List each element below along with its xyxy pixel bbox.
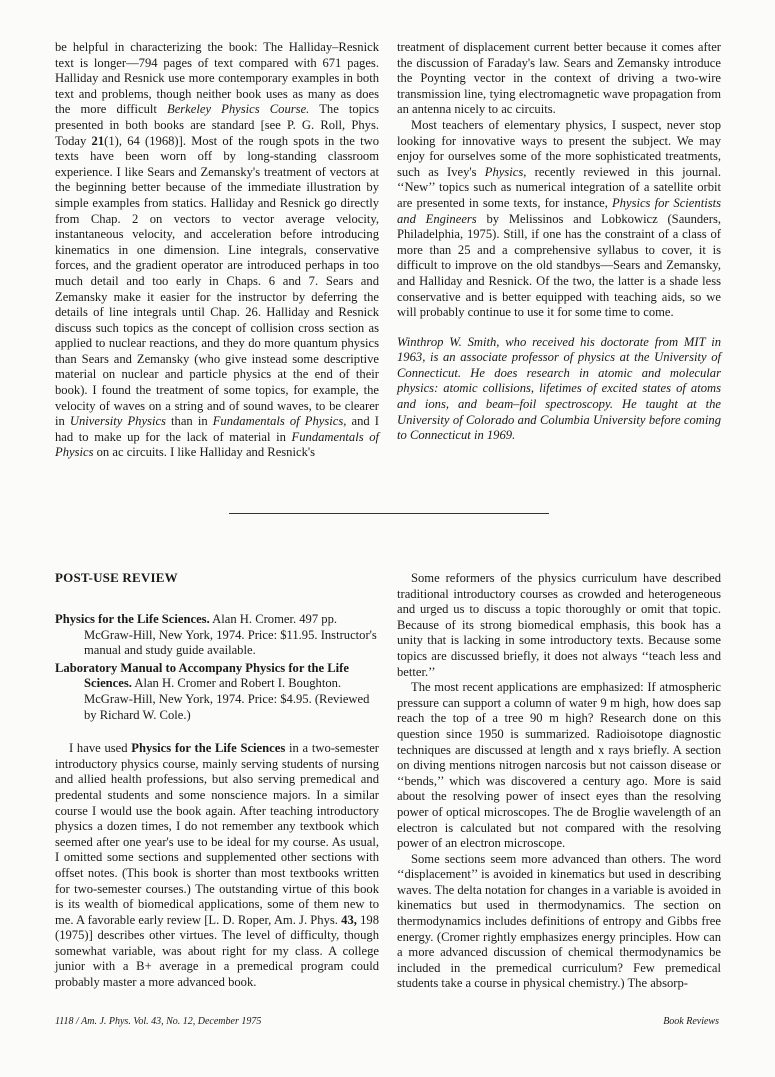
top-left-column	[55, 40, 379, 461]
paragraph: Most teachers of elementary physics, I suspect, never stop looking for innovative ways to present the subject. We may enjoy for ourselves some of the more sophisticated treatments, such as Ivey's Physics, recently reviewed in this journal. ‘‘New’’ topics such as numerical integration of a satellite orbit are presented in some texts, for instance, Physics for Scientists and Engineers by Melissinos and Lobkowicz (Saunders, Philadelphia, 1975). Still, if one has the constraint of a class of more than 25 and a comprehensive syllabus to cover, it is difficult to improve on the old standbys—Sears and Zemansky, and Halliday and Resnick. Of the two, the latter is a shade less conservative and is better equipped with teaching aids, so we will probably continue to use it for some time to come.	[397, 117, 722, 320]
page-footer-citation: 1118 / Am. J. Phys. Vol. 43, No. 12, December 1975	[55, 1016, 262, 1027]
book-entry: Laboratory Manual to Accompany Physics for the Life Sciences. Alan H. Cromer and Robert I. Boughton. McGraw-Hill, New York, 1974. Price: $4.95. (Reviewed by Richard W. Cole.)	[55, 660, 370, 722]
top-right-column	[397, 40, 721, 444]
paragraph: Some reformers of the physics curriculum have described traditional introductory courses as crowded and heterogeneous and urged us to discuss a topic thoroughly or omit that topic. Because of its strong biomedical emphasis, this book has a unity that is lacking in some introductory texts. Because some topics are discussed briefly, it does not always ‘‘teach less and better.’’	[397, 571, 721, 679]
paragraph: Some sections seem more advanced than others. The word ‘‘displacement’’ is avoided in kinematics but used in describing waves. The delta notation for changes in a variable is avoided in kinematics but used in thermodynamics. The section on thermodynamics includes definitions of entropy and Gibbs free energy. (Cromer rightly emphasizes energy principles. How can a more advanced discussion of chemical thermodynamics be included in the premedical curriculum? Few premedical students take a course in physical chemistry.) The absorp-	[397, 851, 721, 991]
paragraph: The most recent applications are emphasized: If atmospheric pressure can support a column of water 9 m high, how does sap reach the top of a tree 90 m high? Research done on this question since 1950 is summarized. Radioisotope diagnostic techniques are discussed at length and x rays briefly. A section on diving mentions nitrogen narcosis but not caisson disease or ‘‘bends,’’ which was discovered a century ago. More is said about the resolving power of insect eyes than the resolving power of optical microscopes. The de Broglie wavelength of an electron is calculated but not compared with the resolving power of an electron microscope.	[397, 680, 721, 851]
author-bio: Winthrop W. Smith, who received his doctorate from MIT in 1963, is an associate professor of physics at the University of Connecticut. He does research in atomic and molecular physics: atomic collisions, lifetimes of excited states of atoms and ions, and beam–foil spectroscopy. He taught at the University of Colorado and Columbia University before coming to Connecticut in 1969.	[397, 334, 721, 443]
paragraph: be helpful in characterizing the book: The Halliday–Resnick text is longer—794 pages of text compared with 671 pages. Halliday and Resnick use more contemporary examples in both text and problems, though neither book uses as many as does the more difficult Berkeley Physics Course. The topics presented in both books are standard [see P. G. Roll, Phys. Today 21(1), 64 (1968)]. Most of the rough spots in the two texts have been worn off by long-standing classroom experience. I like Sears and Zemansky's treatment of vectors at the beginning better because of the immediate illustration by simple examples from statics. Halliday and Resnick go directly from Chap. 2 on vectors to vector average velocity, instantaneous velocity, and acceleration before introducing kinematics in one dimension. Line integrals, conservative forces, and the gradient operator are introduced perhaps in too much detail and too early in Chaps. 6 and 7. Sears and Zemansky make it easier for the instructor by deferring the details of line integrals until Chap. 26. Halliday and Resnick discuss such topics as the concept of collision cross section as applied to nuclear reactions, and they do more quantum physics than Sears and Zemansky (who give instead some descriptive material on nuclear and particle physics at the end of their book). I found the treatment of some topics, for example, the velocity of waves on a string and of sound waves, to be clearer in University Physics than in Fundamentals of Physics, and I had to make up for the lack of material in Fundamentals of Physics on ac circuits. I like Halliday and Resnick's	[55, 40, 380, 460]
section-heading: POST-USE REVIEW	[55, 570, 178, 585]
paragraph: treatment of displacement current better because it comes after the discussion of Faraday's law. Sears and Zemansky introduce the Poynting vector in the context of driving a two-wire transmission line, tying electromagnetic wave propagation from an antenna nicely to ac circuits.	[397, 40, 721, 117]
bottom-left-column	[55, 612, 379, 991]
book-entry: Physics for the Life Sciences. Alan H. Cromer. 497 pp. McGraw-Hill, New York, 1974. Price: $11.95. Instructor's manual and study guide available.	[55, 612, 377, 658]
page-footer-section: Book Reviews	[663, 1016, 719, 1027]
paragraph: I have used Physics for the Life Sciences in a two-semester introductory physics course, mainly serving students of nursing and allied health professions, but also serving premedical and predental students and some nonscience majors. In a similar course I would use the book again. After teaching introductory physics a dozen times, I do not remember any textbook which seemed after one year's use to be ideal for my course. As usual, I omitted some sections and supplemented other sections with offset notes. (This book is shorter than most textbooks written for two-semester courses.) The outstanding virtue of this book is its wealth of biomedical applications, some of them new to me. A favorable early review [L. D. Roper, Am. J. Phys. 43, 198 (1975)] describes other virtues. The level of difficulty, though somewhat variable, was about right for my class. A college junior with a B+ average in a premedical program could probably master a more advanced book.	[55, 741, 379, 990]
section-divider	[229, 513, 549, 514]
bottom-right-column	[397, 571, 721, 992]
